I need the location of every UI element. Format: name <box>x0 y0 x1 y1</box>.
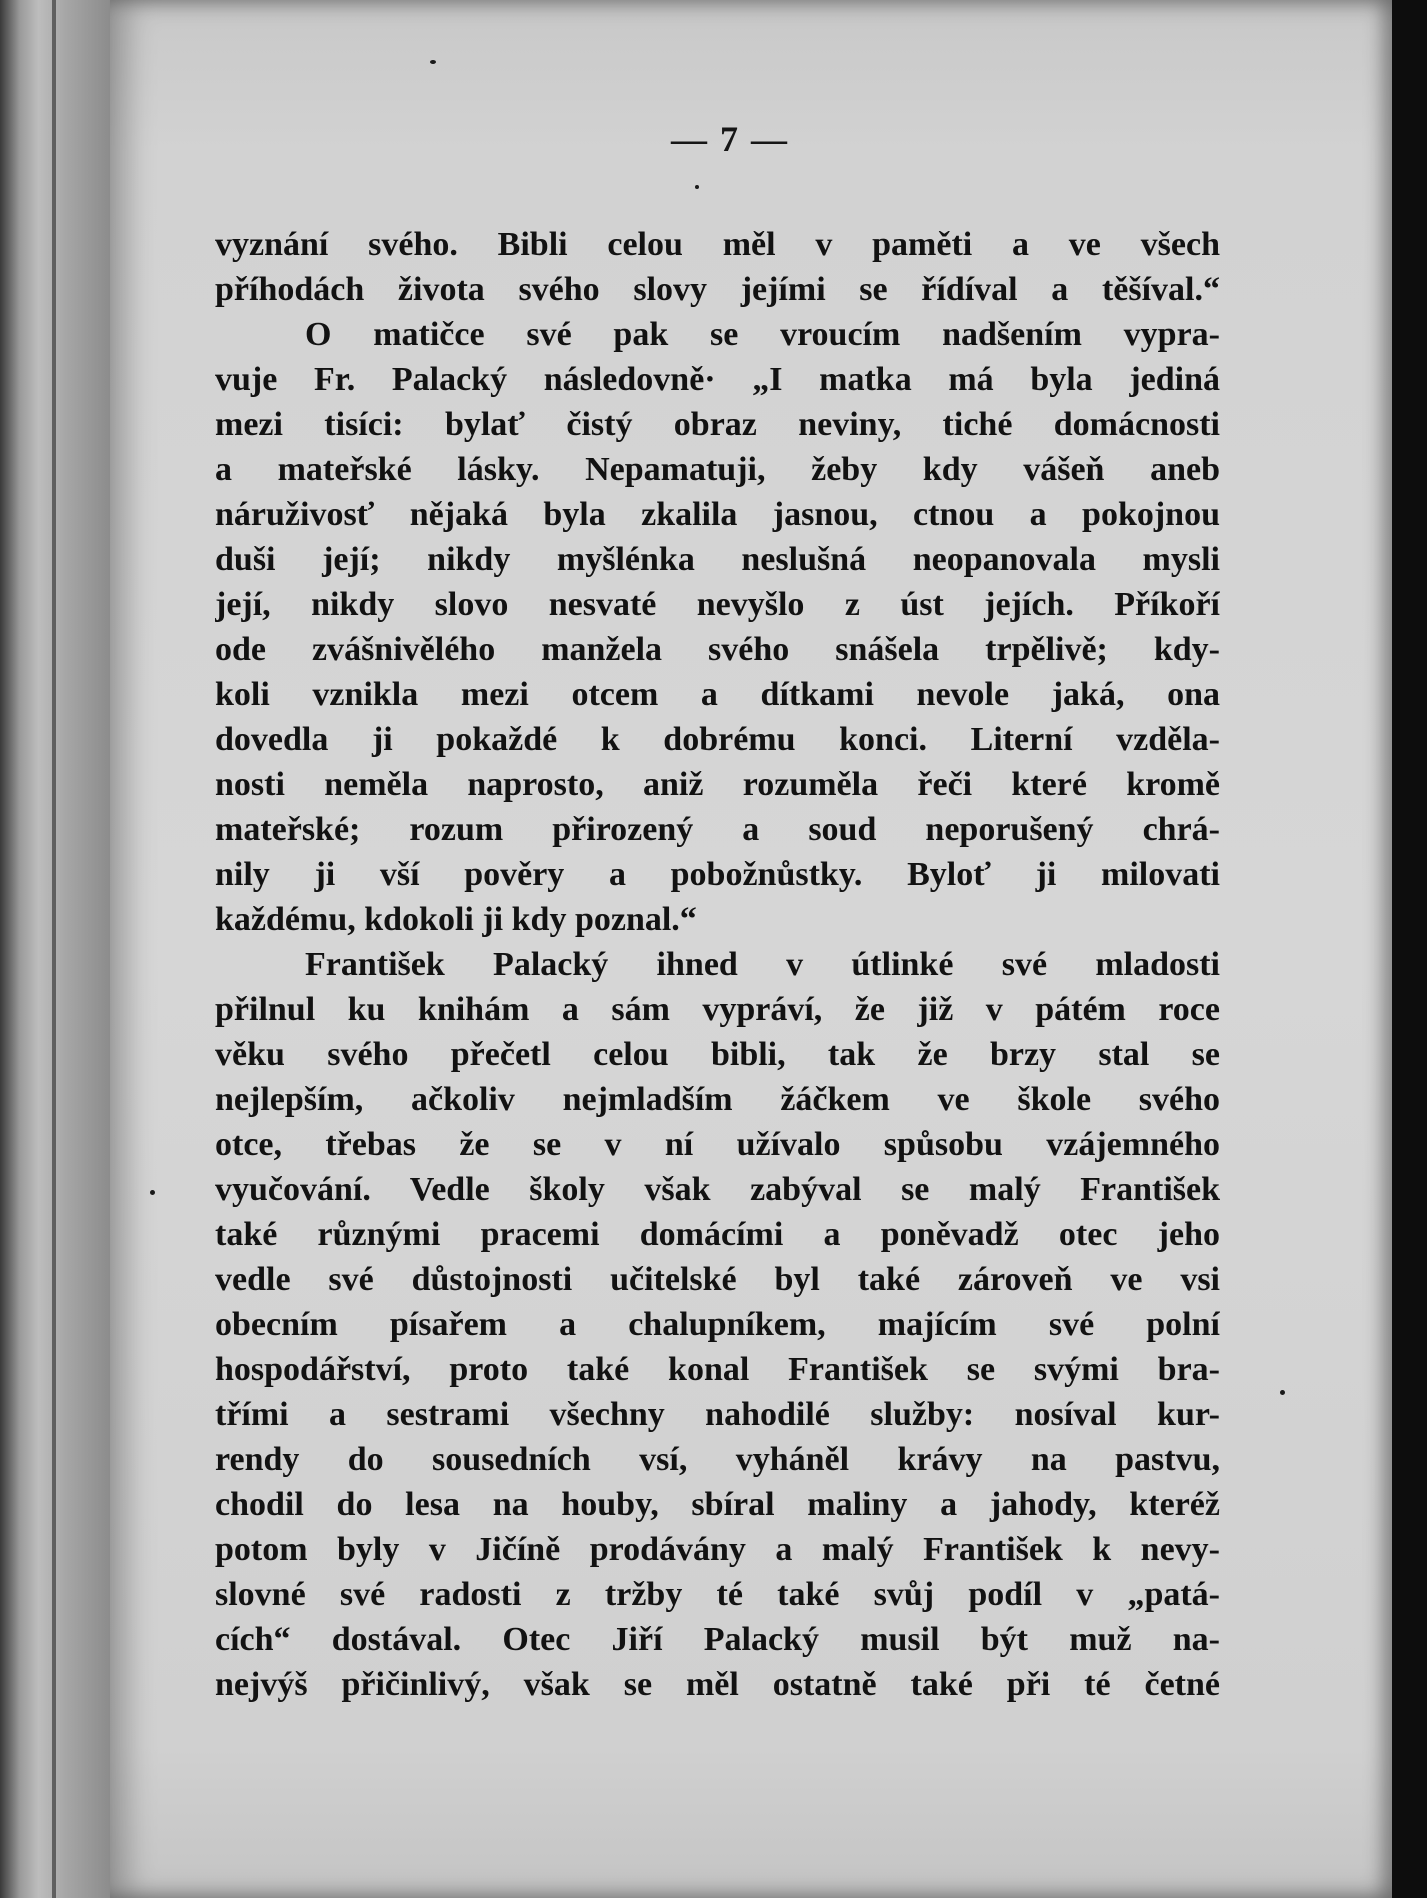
text-line: potom byly v Jičíně prodávány a malý František k nevy- <box>215 1531 1220 1568</box>
text-line: hospodářství, proto také konal František se svými bra- <box>215 1351 1220 1388</box>
text-line: mateřské; rozum přirozený a soud neporušený chrá- <box>215 811 1220 848</box>
binding-gutter <box>52 0 56 1898</box>
body-text <box>215 222 1220 1707</box>
text-line: obecním písařem a chalupníkem, majícím své polní <box>215 1306 1220 1343</box>
text-line: duši její; nikdy myšlénka neslušná neopanovala mysli <box>215 541 1220 578</box>
text-line: nosti neměla naprosto, aniž rozuměla řeči které kromě <box>215 766 1220 803</box>
text-line: věku svého přečetl celou bibli, tak že brzy stal se <box>215 1036 1220 1073</box>
text-line: František Palacký ihned v útlinké své mladosti <box>305 946 1220 983</box>
text-line: cích“ dostával. Otec Jiří Palacký musil být muž na- <box>215 1621 1220 1658</box>
text-line: chodil do lesa na houby, sbíral maliny a jahody, kteréž <box>215 1486 1220 1523</box>
print-speck <box>150 1190 155 1195</box>
text-line: její, nikdy slovo nesvaté nevyšlo z úst jejích. Příkoří <box>215 586 1220 623</box>
text-line: také různými pracemi domácími a poněvadž otec jeho <box>215 1216 1220 1253</box>
text-line: koli vznikla mezi otcem a dítkami nevole jaká, ona <box>215 676 1220 713</box>
text-line: ode zvášnivělého manžela svého snášela trpělivě; kdy- <box>215 631 1220 668</box>
text-line: slovné své radosti z tržby té také svůj podíl v „patá- <box>215 1576 1220 1613</box>
text-line: dovedla ji pokaždé k dobrému konci. Literní vzděla- <box>215 721 1220 758</box>
text-line: přilnul ku knihám a sám vypráví, že již v pátém roce <box>215 991 1220 1028</box>
print-speck <box>430 60 436 64</box>
text-line: vyznání svého. Bibli celou měl v paměti a ve všech <box>215 226 1220 263</box>
print-speck <box>1280 1390 1285 1395</box>
text-line: náruživosť nějaká byla zkalila jasnou, ctnou a pokojnou <box>215 496 1220 533</box>
text-line: mezi tisíci: bylať čistý obraz neviny, tiché domácnosti <box>215 406 1220 443</box>
text-line: rendy do sousedních vsí, vyháněl krávy na pastvu, <box>215 1441 1220 1478</box>
text-line: nily ji vší pověry a pobožnůstky. Byloť ji milovati <box>215 856 1220 893</box>
text-line: vyučování. Vedle školy však zabýval se malý František <box>215 1171 1220 1208</box>
text-line: O matičce své pak se vroucím nadšením vypra- <box>305 316 1220 353</box>
text-line: otce, třebas že se v ní užívalo spůsobu vzájemného <box>215 1126 1220 1163</box>
text-line: nejlepším, ačkoliv nejmladším žáčkem ve škole svého <box>215 1081 1220 1118</box>
text-line: nejvýš přičinlivý, však se měl ostatně také při té četné <box>215 1666 1220 1703</box>
text-line: vedle své důstojnosti učitelské byl také zároveň ve vsi <box>215 1261 1220 1298</box>
text-line: třími a sestrami všechny nahodilé služby: nosíval kur- <box>215 1396 1220 1433</box>
page-number: — 7 — <box>671 119 789 159</box>
text-line: každému, kdokoli ji kdy poznal.“ <box>215 901 697 938</box>
print-speck <box>695 185 699 189</box>
text-line: a mateřské lásky. Nepamatuji, žeby kdy vášeň aneb <box>215 451 1220 488</box>
text-line: příhodách života svého slovy jejími se řídíval a těšíval.“ <box>215 271 1220 308</box>
text-line: vuje Fr. Palacký následovně· „I matka má byla jediná <box>215 361 1220 398</box>
book-page <box>110 0 1392 1898</box>
